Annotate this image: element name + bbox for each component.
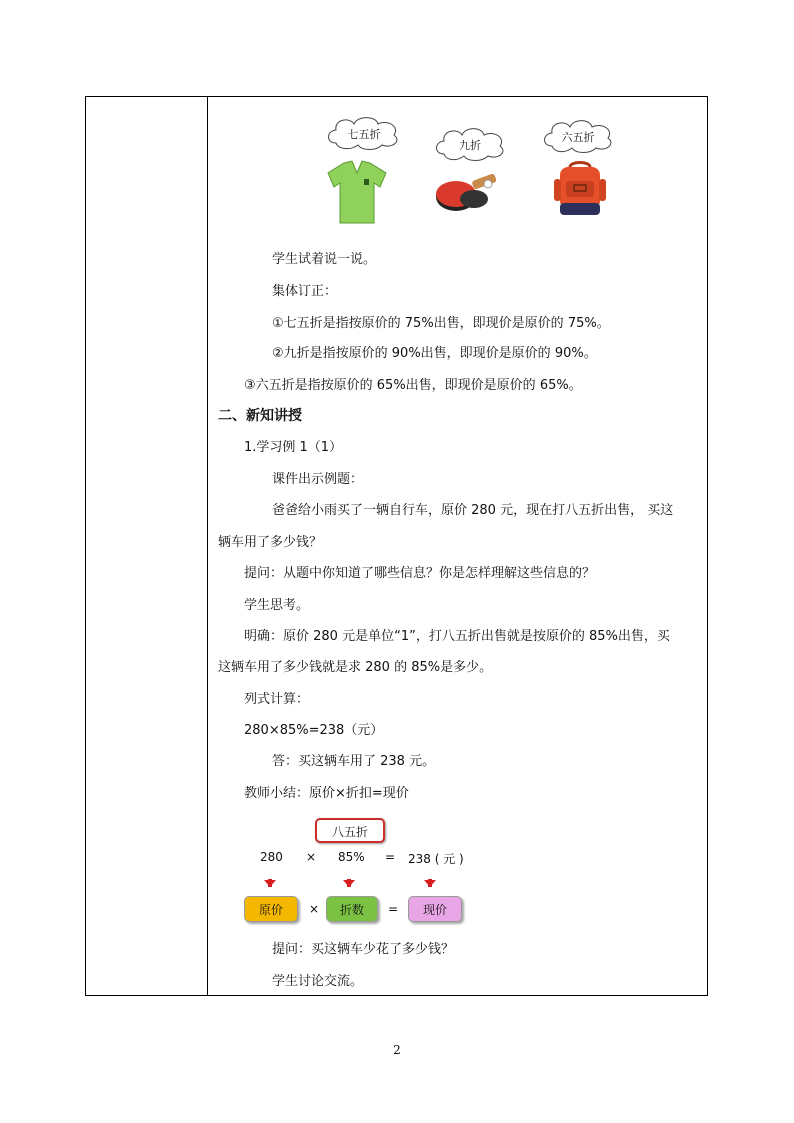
page-number: 2 xyxy=(393,1043,401,1057)
text-line-16: 280×85%=238（元） xyxy=(244,723,384,738)
ping-pong-paddle-icon xyxy=(434,169,504,217)
text-line-10: 辆车用了多少钱？ xyxy=(218,535,323,550)
section-heading: 二、新知讲授 xyxy=(218,408,302,424)
text-line-7: 1.学习例 1（1） xyxy=(244,440,343,455)
original-price-box: 原价 xyxy=(244,896,298,922)
discount-rate-box: 八五折 xyxy=(315,818,385,843)
formula-value-85: 85% xyxy=(338,850,365,864)
shirt-label: 七五折 xyxy=(347,128,381,141)
discount-box: 折数 xyxy=(326,896,378,922)
down-arrow-icon xyxy=(343,880,355,887)
diagram-times: × xyxy=(309,902,320,916)
paddle-label: 九折 xyxy=(459,139,481,152)
text-line-14: 这辆车用了多少钱就是求 280 的 85%是多少。 xyxy=(218,660,493,675)
text-line-2: 集体订正： xyxy=(272,284,338,299)
text-line-4: ②九折是指按原价的 90%出售，即现价是原价的 90%。 xyxy=(272,346,597,361)
diagram-equals: = xyxy=(388,902,399,916)
text-line-19: 提问：买这辆车少花了多少钱？ xyxy=(272,942,455,957)
current-price-box: 现价 xyxy=(408,896,462,922)
text-line-12: 学生思考。 xyxy=(244,598,310,613)
lesson-table xyxy=(85,96,708,996)
text-line-9: 爸爸给小雨买了一辆自行车，原价 280 元，现在打八五折出售， 买这 xyxy=(272,503,674,518)
column-divider xyxy=(207,97,208,995)
text-line-18: 教师小结：原价×折扣=现价 xyxy=(244,786,409,801)
backpack-icon xyxy=(552,161,608,219)
text-line-11: 提问：从题中你知道了哪些信息？你是怎样理解这些信息的？ xyxy=(244,566,596,581)
text-line-1: 学生试着说一说。 xyxy=(272,252,377,267)
text-line-15: 列式计算： xyxy=(244,692,310,707)
text-line-13: 明确：原价 280 元是单位“1”，打八五折出售就是按原价的 85%出售，买 xyxy=(244,629,670,644)
backpack-label: 六五折 xyxy=(561,131,595,144)
formula-equals: = xyxy=(385,850,396,864)
backpack-illustration xyxy=(540,117,620,222)
text-line-3: ①七五折是指按原价的 75%出售，即现价是原价的 75%。 xyxy=(272,316,610,331)
formula-value-238: 238 ( 元 ) xyxy=(408,852,464,866)
formula-times: × xyxy=(306,850,317,864)
text-line-20: 学生讨论交流。 xyxy=(272,974,364,989)
text-line-17: 答：买这辆车用了 238 元。 xyxy=(272,754,436,769)
down-arrow-icon xyxy=(264,880,276,887)
text-line-5: ③六五折是指按原价的 65%出售，即现价是原价的 65%。 xyxy=(244,378,582,393)
paddle-illustration xyxy=(432,125,512,220)
formula-value-280: 280 xyxy=(260,850,283,864)
shirt-icon xyxy=(324,159,390,227)
shirt-illustration xyxy=(318,113,408,228)
text-line-8: 课件出示例题： xyxy=(272,472,364,487)
down-arrow-icon xyxy=(424,880,436,887)
